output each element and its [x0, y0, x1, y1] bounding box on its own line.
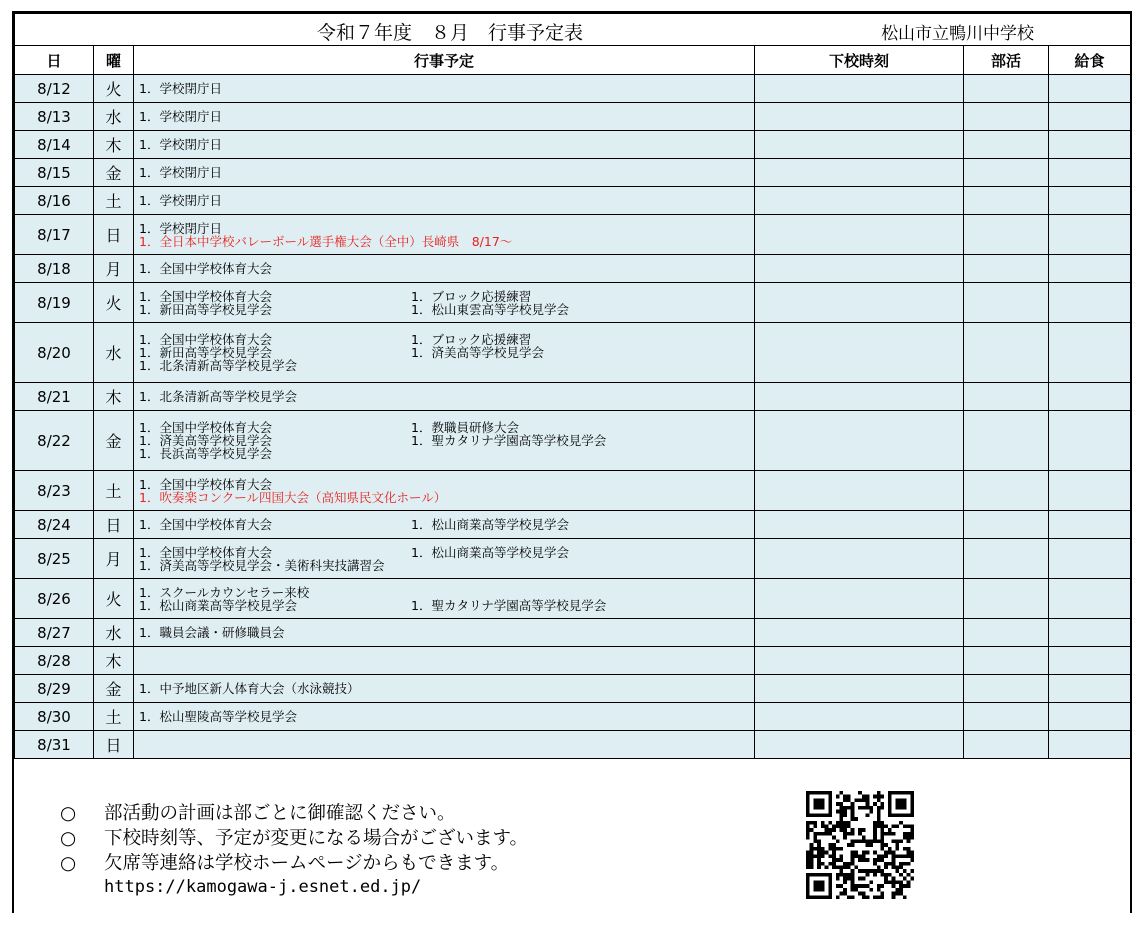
row-lunch — [1049, 539, 1131, 579]
row-club — [964, 731, 1049, 759]
col-header-events: 行事予定 — [134, 46, 755, 75]
event-line — [139, 166, 754, 179]
event-line — [139, 194, 754, 207]
event-line — [139, 359, 754, 372]
circle-marker: ○ — [60, 803, 77, 824]
row-lunch — [1049, 579, 1131, 619]
table-row — [15, 511, 1131, 539]
table-row — [15, 703, 1131, 731]
event-text: 1．学校閉庁日 — [139, 193, 222, 208]
event-text: 1．学校閉庁日 — [139, 165, 222, 180]
col-header-club: 部活 — [964, 46, 1049, 75]
row-lunch — [1049, 215, 1131, 255]
row-dismissal — [755, 579, 964, 619]
row-date: 8/16 — [15, 187, 94, 215]
event-line — [139, 682, 754, 695]
row-events — [134, 539, 755, 579]
row-events — [134, 215, 755, 255]
row-dismissal — [755, 255, 964, 283]
event-text: 1．全国中学校体育大会 — [139, 261, 272, 276]
event-text: 1．新田高等学校見学会 — [139, 345, 272, 360]
title-row — [15, 14, 1131, 46]
row-lunch — [1049, 675, 1131, 703]
col-header-dow: 曜 — [94, 46, 134, 75]
table-row — [15, 539, 1131, 579]
row-events — [134, 283, 755, 323]
col-header-lunch: 給食 — [1049, 46, 1131, 75]
row-club — [964, 323, 1049, 383]
table-row — [15, 131, 1131, 159]
event-text: 1．松山東雲高等学校見学会 — [411, 301, 569, 317]
event-text: 1．ブロック応援練習 — [411, 332, 532, 347]
row-date: 8/23 — [15, 471, 94, 511]
row-lunch — [1049, 647, 1131, 675]
row-dismissal — [755, 75, 964, 103]
row-club — [964, 187, 1049, 215]
event-line — [139, 82, 754, 95]
schedule-table — [14, 13, 1131, 759]
row-dismissal — [755, 411, 964, 471]
row-events — [134, 647, 755, 675]
row-dismissal — [755, 539, 964, 579]
row-day-of-week: 日 — [94, 731, 134, 759]
row-club — [964, 619, 1049, 647]
row-club — [964, 675, 1049, 703]
event-text: 1．学校閉庁日 — [139, 220, 222, 236]
event-line — [139, 110, 754, 123]
schedule-frame — [12, 11, 1132, 913]
event-text: 1．全国中学校体育大会 — [139, 476, 272, 492]
event-text: 1．ブロック応援練習 — [411, 288, 532, 304]
circle-marker: ○ — [60, 853, 77, 874]
row-day-of-week: 日 — [94, 511, 134, 539]
event-text: 1．松山聖陵高等学校見学会 — [139, 709, 297, 724]
row-lunch — [1049, 383, 1131, 411]
event-line — [139, 262, 754, 275]
row-events — [134, 471, 755, 511]
row-day-of-week: 火 — [94, 579, 134, 619]
row-day-of-week: 土 — [94, 471, 134, 511]
row-events — [134, 579, 755, 619]
row-club — [964, 75, 1049, 103]
event-text: 1．学校閉庁日 — [139, 109, 222, 124]
school-name: 松山市立鴨川中学校 — [881, 24, 1035, 44]
row-day-of-week: 金 — [94, 411, 134, 471]
table-row — [15, 283, 1131, 323]
row-day-of-week: 火 — [94, 283, 134, 323]
row-lunch — [1049, 511, 1131, 539]
row-date: 8/22 — [15, 411, 94, 471]
event-line — [139, 390, 754, 403]
row-day-of-week: 水 — [94, 323, 134, 383]
row-date: 8/18 — [15, 255, 94, 283]
row-dismissal — [755, 731, 964, 759]
row-day-of-week: 火 — [94, 75, 134, 103]
row-dismissal — [755, 187, 964, 215]
row-dismissal — [755, 703, 964, 731]
event-text: 1．学校閉庁日 — [139, 137, 222, 152]
row-date: 8/24 — [15, 511, 94, 539]
row-dismissal — [755, 283, 964, 323]
event-line — [139, 710, 754, 723]
row-date: 8/19 — [15, 283, 94, 323]
row-lunch — [1049, 283, 1131, 323]
event-line — [139, 626, 754, 639]
row-club — [964, 511, 1049, 539]
row-day-of-week: 水 — [94, 103, 134, 131]
row-events — [134, 619, 755, 647]
row-club — [964, 103, 1049, 131]
table-row — [15, 675, 1131, 703]
event-text: 1．長浜高等学校見学会 — [139, 446, 272, 461]
event-text: 1．職員会議・研修職員会 — [139, 625, 285, 640]
row-date: 8/17 — [15, 215, 94, 255]
row-date: 8/25 — [15, 539, 94, 579]
event-line — [139, 138, 754, 151]
row-lunch — [1049, 323, 1131, 383]
row-dismissal — [755, 675, 964, 703]
row-day-of-week: 土 — [94, 703, 134, 731]
event-text: 1．吹奏楽コンクール四国大会（高知県民文化ホール） — [139, 489, 447, 505]
row-date: 8/27 — [15, 619, 94, 647]
event-line — [139, 559, 754, 572]
row-day-of-week: 土 — [94, 187, 134, 215]
event-line — [139, 599, 754, 612]
row-day-of-week: 水 — [94, 619, 134, 647]
row-events — [134, 255, 755, 283]
notes-section — [14, 775, 1130, 913]
table-row — [15, 75, 1131, 103]
table-row — [15, 619, 1131, 647]
row-date: 8/31 — [15, 731, 94, 759]
event-text: 1．北条清新高等学校見学会 — [139, 389, 297, 404]
event-text: 1．新田高等学校見学会 — [139, 301, 272, 317]
row-lunch — [1049, 731, 1131, 759]
row-events — [134, 323, 755, 383]
row-club — [964, 215, 1049, 255]
note-item: ○ 欠席等連絡は学校ホームページからもできます。 — [60, 853, 510, 874]
row-events — [134, 675, 755, 703]
row-club — [964, 411, 1049, 471]
event-text: 1．聖カタリナ学園高等学校見学会 — [411, 433, 607, 448]
row-events — [134, 511, 755, 539]
row-date: 8/28 — [15, 647, 94, 675]
event-text: 1．全国中学校体育大会 — [139, 420, 272, 435]
row-lunch — [1049, 131, 1131, 159]
row-events — [134, 75, 755, 103]
event-text: 1．松山商業高等学校見学会 — [411, 544, 569, 560]
row-club — [964, 579, 1049, 619]
row-club — [964, 703, 1049, 731]
col-header-date: 日 — [15, 46, 94, 75]
circle-marker: ○ — [60, 828, 77, 849]
event-text: 1．済美高等学校見学会 — [411, 345, 544, 360]
event-text: 1．中予地区新人体育大会（水泳競技） — [139, 681, 360, 696]
note-item: ○ 部活動の計画は部ごとに御確認ください。 — [60, 803, 456, 824]
row-day-of-week: 木 — [94, 383, 134, 411]
row-lunch — [1049, 471, 1131, 511]
row-club — [964, 159, 1049, 187]
event-text: 1．学校閉庁日 — [139, 81, 222, 96]
row-events — [134, 159, 755, 187]
table-row — [15, 159, 1131, 187]
row-dismissal — [755, 471, 964, 511]
col-header-dismissal: 下校時刻 — [755, 46, 964, 75]
row-dismissal — [755, 323, 964, 383]
row-club — [964, 255, 1049, 283]
table-row — [15, 647, 1131, 675]
row-lunch — [1049, 187, 1131, 215]
event-text: 1．教職員研修大会 — [411, 420, 519, 435]
row-dismissal — [755, 647, 964, 675]
row-lunch — [1049, 619, 1131, 647]
row-club — [964, 131, 1049, 159]
row-date: 8/21 — [15, 383, 94, 411]
row-events — [134, 187, 755, 215]
row-club — [964, 539, 1049, 579]
row-day-of-week: 月 — [94, 255, 134, 283]
school-url[interactable]: https://kamogawa-j.esnet.ed.jp/ — [104, 877, 422, 897]
row-day-of-week: 木 — [94, 647, 134, 675]
row-dismissal — [755, 619, 964, 647]
row-dismissal — [755, 103, 964, 131]
column-header-row — [15, 46, 1131, 75]
table-row — [15, 579, 1131, 619]
row-events — [134, 103, 755, 131]
row-day-of-week: 日 — [94, 215, 134, 255]
event-text: 1．済美高等学校見学会・美術科実技講習会 — [139, 557, 385, 573]
row-events — [134, 131, 755, 159]
row-club — [964, 647, 1049, 675]
event-text: 1．全国中学校体育大会 — [139, 288, 272, 304]
note-item: ○ 下校時刻等、予定が変更になる場合がございます。 — [60, 828, 529, 849]
row-date: 8/26 — [15, 579, 94, 619]
event-text: 1．全国中学校体育大会 — [139, 517, 272, 532]
row-date: 8/13 — [15, 103, 94, 131]
row-lunch — [1049, 103, 1131, 131]
row-day-of-week: 月 — [94, 539, 134, 579]
row-lunch — [1049, 75, 1131, 103]
row-day-of-week: 金 — [94, 675, 134, 703]
row-club — [964, 283, 1049, 323]
table-row — [15, 187, 1131, 215]
page-title: 令和７年度 ８月 行事予定表 — [316, 22, 583, 44]
event-text: 1．松山商業高等学校見学会 — [411, 517, 569, 532]
event-line — [139, 303, 754, 316]
row-dismissal — [755, 215, 964, 255]
table-row — [15, 411, 1131, 471]
row-day-of-week: 木 — [94, 131, 134, 159]
event-line — [139, 491, 754, 504]
table-row — [15, 731, 1131, 759]
row-date: 8/30 — [15, 703, 94, 731]
event-text: 1．聖カタリナ学園高等学校見学会 — [411, 597, 607, 613]
event-text: 1．全日本中学校バレーボール選手権大会（全中）長崎県 8/17～ — [139, 233, 513, 249]
row-club — [964, 383, 1049, 411]
event-text: 1．スクールカウンセラー来校 — [139, 584, 310, 600]
event-line — [139, 518, 754, 531]
row-dismissal — [755, 511, 964, 539]
row-lunch — [1049, 411, 1131, 471]
table-row — [15, 383, 1131, 411]
row-lunch — [1049, 255, 1131, 283]
qr-code-icon[interactable] — [806, 791, 914, 899]
event-line — [139, 447, 754, 460]
row-date: 8/12 — [15, 75, 94, 103]
event-text: 1．全国中学校体育大会 — [139, 332, 272, 347]
row-events — [134, 731, 755, 759]
row-events — [134, 383, 755, 411]
table-row — [15, 471, 1131, 511]
row-date: 8/20 — [15, 323, 94, 383]
event-text: 1．全国中学校体育大会 — [139, 544, 272, 560]
table-row — [15, 215, 1131, 255]
row-dismissal — [755, 131, 964, 159]
row-events — [134, 411, 755, 471]
row-date: 8/29 — [15, 675, 94, 703]
row-date: 8/15 — [15, 159, 94, 187]
row-date: 8/14 — [15, 131, 94, 159]
event-text: 1．北条清新高等学校見学会 — [139, 358, 297, 373]
table-row — [15, 255, 1131, 283]
table-row — [15, 103, 1131, 131]
event-text: 1．松山商業高等学校見学会 — [139, 597, 297, 613]
row-club — [964, 471, 1049, 511]
event-line — [139, 235, 754, 248]
row-dismissal — [755, 383, 964, 411]
row-lunch — [1049, 703, 1131, 731]
event-text: 1．済美高等学校見学会 — [139, 433, 272, 448]
row-events — [134, 703, 755, 731]
row-lunch — [1049, 159, 1131, 187]
row-dismissal — [755, 159, 964, 187]
row-day-of-week: 金 — [94, 159, 134, 187]
table-row — [15, 323, 1131, 383]
